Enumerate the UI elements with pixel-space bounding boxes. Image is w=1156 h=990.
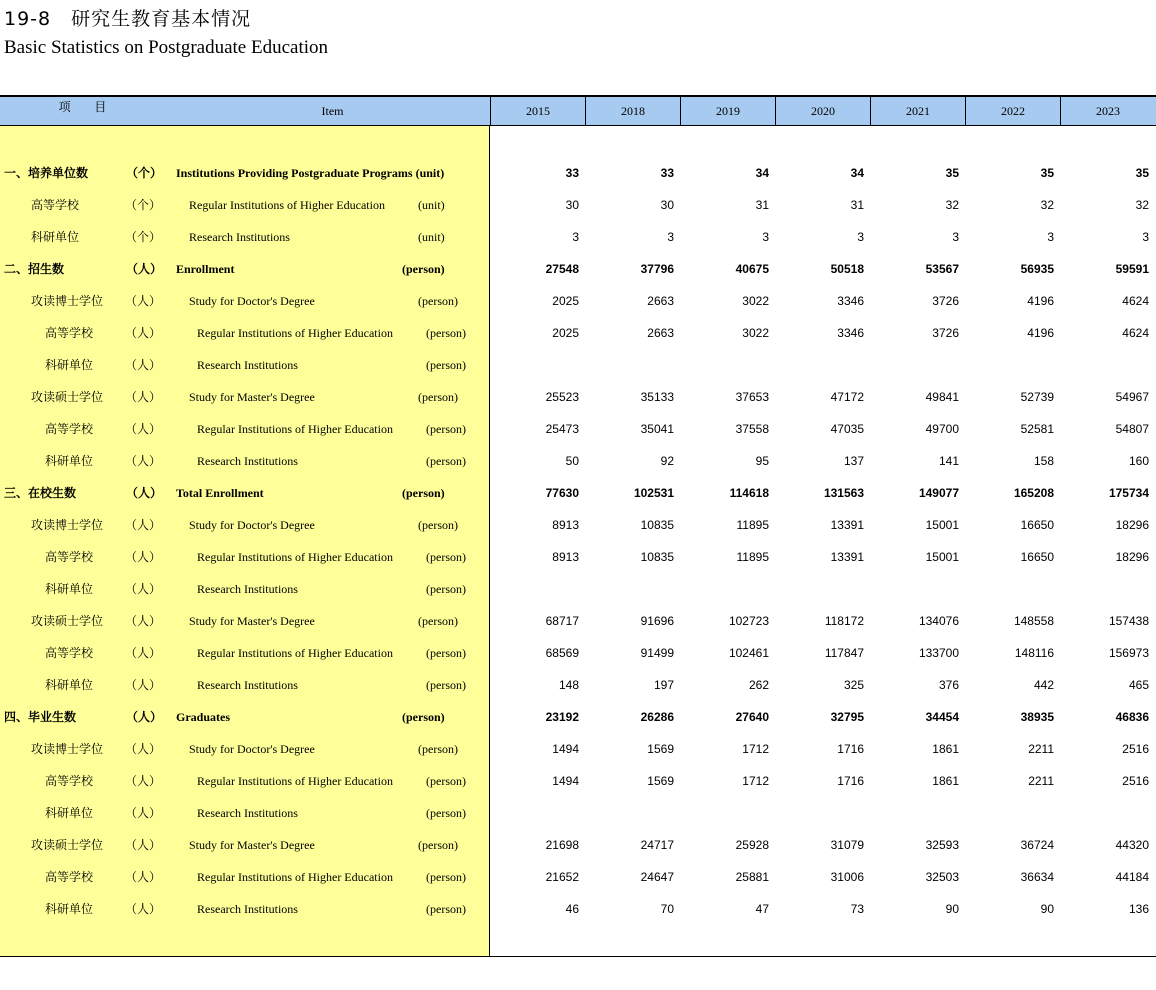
cell-value-2020: 31 xyxy=(850,198,864,212)
row-unit-cn: （人） xyxy=(125,742,162,756)
cell-value-2018: 26286 xyxy=(640,710,674,724)
row-label-en: Study for Doctor's Degree xyxy=(189,294,315,308)
row-label-en: Graduates xyxy=(176,710,230,724)
cell-value-2020: 32795 xyxy=(830,710,864,724)
cell-value-2022: 442 xyxy=(1033,678,1054,692)
row-unit-cn: （人） xyxy=(125,614,162,628)
row-label-cn: 二、招生数 xyxy=(4,262,65,276)
row-unit-cn: （人） xyxy=(125,550,162,564)
row-label-cn: 高等学校 xyxy=(45,774,94,788)
cell-value-2015: 50 xyxy=(565,454,579,468)
header-year-2020: 2020 xyxy=(775,97,870,126)
row-label-en: Institutions Providing Postgraduate Programs (unit) xyxy=(176,166,445,180)
cell-value-2023: 175734 xyxy=(1108,486,1149,500)
row-label-cn: 高等学校 xyxy=(31,198,80,212)
row-unit-en: (person) xyxy=(426,678,466,692)
row-unit-en: (person) xyxy=(426,582,466,596)
cell-value-2018: 91696 xyxy=(640,614,674,628)
cell-value-2022: 52581 xyxy=(1020,422,1054,436)
cell-value-2020: 47035 xyxy=(830,422,864,436)
cell-value-2015: 68717 xyxy=(545,614,579,628)
cell-value-2023: 44320 xyxy=(1115,838,1149,852)
cell-value-2015: 3 xyxy=(572,230,579,244)
cell-value-2022: 90 xyxy=(1040,902,1054,916)
table-row xyxy=(0,515,1156,535)
cell-value-2019: 262 xyxy=(748,678,769,692)
cell-value-2018: 35041 xyxy=(640,422,674,436)
cell-value-2020: 3346 xyxy=(837,294,864,308)
row-label-en: Regular Institutions of Higher Education xyxy=(197,774,393,788)
table-row xyxy=(0,483,1156,503)
row-unit-en: (person) xyxy=(426,870,466,884)
row-label-cn: 高等学校 xyxy=(45,870,94,884)
cell-value-2023: 156973 xyxy=(1108,646,1149,660)
row-label-en: Study for Master's Degree xyxy=(189,614,315,628)
cell-value-2019: 25928 xyxy=(735,838,769,852)
cell-value-2022: 165208 xyxy=(1013,486,1054,500)
row-label-cn: 三、在校生数 xyxy=(4,486,77,500)
cell-value-2021: 1861 xyxy=(932,742,959,756)
cell-value-2020: 13391 xyxy=(830,518,864,532)
table-row xyxy=(0,675,1156,695)
cell-value-2018: 197 xyxy=(653,678,674,692)
cell-value-2021: 141 xyxy=(938,454,959,468)
cell-value-2023: 54807 xyxy=(1115,422,1149,436)
row-unit-en: (person) xyxy=(426,646,466,660)
table-title-en: Basic Statistics on Postgraduate Education xyxy=(4,37,329,58)
cell-value-2020: 117847 xyxy=(824,646,864,660)
row-unit-cn: （个） xyxy=(126,166,163,180)
row-label-cn: 攻读硕士学位 xyxy=(31,838,104,852)
cell-value-2021: 134076 xyxy=(918,614,959,628)
table-row xyxy=(0,867,1156,887)
row-label-cn: 攻读硕士学位 xyxy=(31,390,104,404)
row-unit-cn: （人） xyxy=(125,454,162,468)
cell-value-2018: 1569 xyxy=(647,742,674,756)
table-row xyxy=(0,803,1156,823)
cell-value-2018: 3 xyxy=(667,230,674,244)
cell-value-2019: 1712 xyxy=(742,774,769,788)
table-row xyxy=(0,419,1156,439)
row-label-en: Regular Institutions of Higher Education xyxy=(197,870,393,884)
row-unit-cn: （人） xyxy=(125,902,162,916)
cell-value-2015: 23192 xyxy=(545,710,579,724)
table-row xyxy=(0,547,1156,567)
table-row xyxy=(0,163,1156,183)
cell-value-2021: 15001 xyxy=(925,518,959,532)
row-unit-cn: （人） xyxy=(125,390,162,404)
row-label-cn: 科研单位 xyxy=(45,358,94,372)
row-unit-cn: （人） xyxy=(126,486,163,500)
cell-value-2020: 31006 xyxy=(830,870,864,884)
cell-value-2018: 2663 xyxy=(647,326,674,340)
row-unit-en: (person) xyxy=(402,262,445,276)
cell-value-2015: 21652 xyxy=(545,870,579,884)
row-label-en: Research Institutions xyxy=(197,806,298,820)
cell-value-2019: 95 xyxy=(755,454,769,468)
cell-value-2021: 133700 xyxy=(918,646,959,660)
cell-value-2015: 1494 xyxy=(552,774,579,788)
cell-value-2021: 49700 xyxy=(925,422,959,436)
cell-value-2021: 15001 xyxy=(925,550,959,564)
row-unit-en: (person) xyxy=(426,550,466,564)
cell-value-2023: 4624 xyxy=(1122,326,1149,340)
cell-value-2023: 54967 xyxy=(1115,390,1149,404)
cell-value-2019: 11895 xyxy=(736,550,769,564)
cell-value-2020: 325 xyxy=(843,678,864,692)
cell-value-2022: 2211 xyxy=(1028,774,1054,788)
cell-value-2023: 160 xyxy=(1128,454,1149,468)
cell-value-2015: 25473 xyxy=(545,422,579,436)
cell-value-2020: 73 xyxy=(850,902,864,916)
cell-value-2021: 376 xyxy=(938,678,959,692)
header-year-2015: 2015 xyxy=(490,97,585,126)
row-label-en: Research Institutions xyxy=(189,230,290,244)
cell-value-2020: 1716 xyxy=(837,742,864,756)
row-unit-en: (person) xyxy=(426,774,466,788)
cell-value-2018: 30 xyxy=(660,198,674,212)
cell-value-2018: 24647 xyxy=(640,870,674,884)
row-label-en: Research Institutions xyxy=(197,902,298,916)
cell-value-2021: 32 xyxy=(945,198,959,212)
row-unit-cn: （人） xyxy=(125,838,162,852)
table-row xyxy=(0,899,1156,919)
row-label-cn: 科研单位 xyxy=(45,582,94,596)
table-row xyxy=(0,259,1156,279)
table-bottom-rule xyxy=(0,956,1156,957)
cell-value-2019: 114618 xyxy=(729,486,769,500)
cell-value-2022: 158 xyxy=(1033,454,1054,468)
row-unit-en: (person) xyxy=(426,454,466,468)
cell-value-2023: 59591 xyxy=(1115,262,1149,276)
row-unit-cn: （人） xyxy=(125,774,162,788)
row-label-en: Study for Master's Degree xyxy=(189,390,315,404)
cell-value-2021: 32593 xyxy=(925,838,959,852)
row-label-cn: 高等学校 xyxy=(45,422,94,436)
row-label-en: Research Institutions xyxy=(197,582,298,596)
cell-value-2022: 3 xyxy=(1047,230,1054,244)
row-label-en: Regular Institutions of Higher Education xyxy=(197,422,393,436)
cell-value-2023: 157438 xyxy=(1108,614,1149,628)
cell-value-2019: 37653 xyxy=(735,390,769,404)
row-label-cn: 科研单位 xyxy=(45,806,94,820)
cell-value-2019: 27640 xyxy=(735,710,769,724)
cell-value-2020: 118172 xyxy=(824,614,864,628)
row-label-en: Study for Doctor's Degree xyxy=(189,742,315,756)
cell-value-2023: 4624 xyxy=(1122,294,1149,308)
cell-value-2022: 56935 xyxy=(1020,262,1054,276)
row-label-cn: 高等学校 xyxy=(45,550,94,564)
row-label-cn: 攻读博士学位 xyxy=(31,518,104,532)
row-label-cn: 高等学校 xyxy=(45,646,94,660)
cell-value-2023: 44184 xyxy=(1115,870,1149,884)
cell-value-2023: 18296 xyxy=(1115,550,1149,564)
row-unit-cn: （人） xyxy=(126,710,163,724)
row-label-cn: 四、毕业生数 xyxy=(4,710,77,724)
cell-value-2020: 3346 xyxy=(837,326,864,340)
cell-value-2015: 2025 xyxy=(552,326,579,340)
row-unit-en: (person) xyxy=(426,326,466,340)
cell-value-2020: 1716 xyxy=(837,774,864,788)
cell-value-2015: 25523 xyxy=(545,390,579,404)
row-label-cn: 科研单位 xyxy=(31,230,80,244)
cell-value-2022: 148116 xyxy=(1014,646,1054,660)
cell-value-2022: 52739 xyxy=(1020,390,1054,404)
row-unit-cn: （个） xyxy=(125,198,162,212)
cell-value-2023: 18296 xyxy=(1115,518,1149,532)
cell-value-2019: 40675 xyxy=(735,262,769,276)
cell-value-2022: 16650 xyxy=(1020,550,1054,564)
row-unit-cn: （人） xyxy=(125,870,162,884)
row-unit-cn: （人） xyxy=(125,422,162,436)
cell-value-2019: 47 xyxy=(755,902,769,916)
cell-value-2015: 33 xyxy=(565,166,579,180)
cell-value-2023: 35 xyxy=(1135,166,1149,180)
table-row xyxy=(0,323,1156,343)
cell-value-2020: 13391 xyxy=(830,550,864,564)
cell-value-2020: 34 xyxy=(850,166,864,180)
cell-value-2019: 1712 xyxy=(742,742,769,756)
cell-value-2019: 3022 xyxy=(742,326,769,340)
table-row xyxy=(0,835,1156,855)
row-unit-cn: （人） xyxy=(125,806,162,820)
cell-value-2015: 30 xyxy=(565,198,579,212)
row-label-en: Research Institutions xyxy=(197,358,298,372)
cell-value-2018: 10835 xyxy=(640,518,674,532)
row-unit-en: (unit) xyxy=(418,198,445,212)
table-row xyxy=(0,355,1156,375)
row-label-en: Total Enrollment xyxy=(176,486,264,500)
row-label-cn: 攻读博士学位 xyxy=(31,742,104,756)
row-label-en: Enrollment xyxy=(176,262,235,276)
row-label-cn: 攻读硕士学位 xyxy=(31,614,104,628)
row-label-en: Study for Doctor's Degree xyxy=(189,518,315,532)
cell-value-2020: 47172 xyxy=(830,390,864,404)
row-unit-cn: （人） xyxy=(125,678,162,692)
table-row xyxy=(0,387,1156,407)
cell-value-2022: 4196 xyxy=(1027,294,1054,308)
cell-value-2022: 36724 xyxy=(1020,838,1054,852)
row-unit-cn: （人） xyxy=(125,358,162,372)
row-label-cn: 科研单位 xyxy=(45,678,94,692)
cell-value-2018: 37796 xyxy=(640,262,674,276)
cell-value-2022: 32 xyxy=(1040,198,1054,212)
row-unit-en: (person) xyxy=(426,358,466,372)
cell-value-2021: 35 xyxy=(945,166,959,180)
cell-value-2019: 37558 xyxy=(735,422,769,436)
cell-value-2018: 91499 xyxy=(640,646,674,660)
row-unit-en: (person) xyxy=(402,486,445,500)
cell-value-2015: 68569 xyxy=(545,646,579,660)
cell-value-2021: 3726 xyxy=(932,294,959,308)
cell-value-2018: 92 xyxy=(660,454,674,468)
header-year-2021: 2021 xyxy=(870,97,965,126)
cell-value-2022: 148558 xyxy=(1013,614,1054,628)
row-unit-en: (person) xyxy=(418,518,458,532)
cell-value-2015: 27548 xyxy=(545,262,579,276)
cell-value-2018: 33 xyxy=(660,166,674,180)
row-unit-en: (person) xyxy=(418,294,458,308)
cell-value-2021: 53567 xyxy=(925,262,959,276)
cell-value-2022: 16650 xyxy=(1020,518,1054,532)
table-row xyxy=(0,291,1156,311)
cell-value-2022: 4196 xyxy=(1027,326,1054,340)
cell-value-2015: 148 xyxy=(558,678,579,692)
row-unit-en: (person) xyxy=(426,902,466,916)
cell-value-2015: 8913 xyxy=(552,550,579,564)
cell-value-2015: 1494 xyxy=(552,742,579,756)
table-row xyxy=(0,611,1156,631)
cell-value-2021: 49841 xyxy=(925,390,959,404)
cell-value-2021: 3726 xyxy=(932,326,959,340)
cell-value-2015: 77630 xyxy=(545,486,579,500)
row-label-cn: 高等学校 xyxy=(45,326,94,340)
row-unit-cn: （人） xyxy=(125,294,162,308)
row-unit-en: (person) xyxy=(426,422,466,436)
cell-value-2015: 2025 xyxy=(552,294,579,308)
row-label-en: Research Institutions xyxy=(197,678,298,692)
cell-value-2022: 2211 xyxy=(1028,742,1054,756)
cell-value-2015: 8913 xyxy=(552,518,579,532)
cell-value-2023: 465 xyxy=(1128,678,1149,692)
header-year-2022: 2022 xyxy=(965,97,1060,126)
cell-value-2018: 10835 xyxy=(640,550,674,564)
cell-value-2018: 2663 xyxy=(647,294,674,308)
row-label-en: Research Institutions xyxy=(197,454,298,468)
row-unit-cn: （人） xyxy=(125,646,162,660)
cell-value-2018: 70 xyxy=(660,902,674,916)
cell-value-2021: 149077 xyxy=(918,486,959,500)
cell-value-2022: 36634 xyxy=(1020,870,1054,884)
header-year-2023: 2023 xyxy=(1060,97,1155,126)
row-label-cn: 攻读博士学位 xyxy=(31,294,104,308)
row-label-en: Regular Institutions of Higher Education xyxy=(189,198,385,212)
cell-value-2015: 46 xyxy=(565,902,579,916)
cell-value-2020: 50518 xyxy=(830,262,864,276)
cell-value-2020: 31079 xyxy=(830,838,864,852)
cell-value-2023: 2516 xyxy=(1122,742,1149,756)
header-item-en: Item xyxy=(321,104,344,118)
table-title-cn: 19-8 研究生教育基本情况 xyxy=(4,8,252,30)
row-label-cn: 科研单位 xyxy=(45,902,94,916)
cell-value-2021: 1861 xyxy=(932,774,959,788)
label-column xyxy=(0,126,490,956)
row-label-cn: 一、培养单位数 xyxy=(4,166,89,180)
cell-value-2021: 90 xyxy=(945,902,959,916)
table-row xyxy=(0,227,1156,247)
cell-value-2018: 35133 xyxy=(640,390,674,404)
row-label-en: Regular Institutions of Higher Education xyxy=(197,646,393,660)
cell-value-2020: 131563 xyxy=(823,486,864,500)
row-unit-en: (unit) xyxy=(418,230,445,244)
cell-value-2019: 102461 xyxy=(728,646,769,660)
row-unit-en: (person) xyxy=(426,806,466,820)
row-unit-cn: （人） xyxy=(125,326,162,340)
table-header xyxy=(0,95,1156,126)
cell-value-2021: 32503 xyxy=(925,870,959,884)
cell-value-2023: 32 xyxy=(1135,198,1149,212)
cell-value-2023: 136 xyxy=(1128,902,1149,916)
table-row xyxy=(0,739,1156,759)
row-label-en: Study for Master's Degree xyxy=(189,838,315,852)
cell-value-2020: 137 xyxy=(843,454,864,468)
cell-value-2019: 34 xyxy=(755,166,769,180)
row-label-en: Regular Institutions of Higher Education xyxy=(197,326,393,340)
table-row xyxy=(0,451,1156,471)
row-label-cn: 科研单位 xyxy=(45,454,94,468)
row-unit-en: (person) xyxy=(418,742,458,756)
row-unit-en: (person) xyxy=(418,838,458,852)
cell-value-2018: 1569 xyxy=(647,774,674,788)
header-item-cn: 项 目 xyxy=(58,100,117,114)
table-row xyxy=(0,771,1156,791)
cell-value-2019: 31 xyxy=(755,198,769,212)
cell-value-2023: 3 xyxy=(1142,230,1149,244)
cell-value-2015: 21698 xyxy=(545,838,579,852)
row-unit-cn: （人） xyxy=(125,582,162,596)
cell-value-2022: 35 xyxy=(1040,166,1054,180)
cell-value-2019: 102723 xyxy=(728,614,769,628)
cell-value-2019: 3 xyxy=(762,230,769,244)
row-unit-en: (person) xyxy=(418,614,458,628)
cell-value-2023: 2516 xyxy=(1122,774,1149,788)
cell-value-2018: 24717 xyxy=(640,838,674,852)
cell-value-2019: 3022 xyxy=(742,294,769,308)
header-year-2019: 2019 xyxy=(680,97,775,126)
row-label-en: Regular Institutions of Higher Education xyxy=(197,550,393,564)
row-unit-en: (person) xyxy=(418,390,458,404)
table-row xyxy=(0,195,1156,215)
table-row xyxy=(0,579,1156,599)
cell-value-2023: 46836 xyxy=(1115,710,1149,724)
cell-value-2019: 25881 xyxy=(735,870,769,884)
header-year-2018: 2018 xyxy=(585,97,680,126)
cell-value-2018: 102531 xyxy=(633,486,674,500)
cell-value-2022: 38935 xyxy=(1020,710,1054,724)
cell-value-2019: 11895 xyxy=(736,518,769,532)
table-row xyxy=(0,707,1156,727)
cell-value-2020: 3 xyxy=(857,230,864,244)
row-unit-cn: （个） xyxy=(125,230,162,244)
row-unit-en: (person) xyxy=(402,710,445,724)
cell-value-2021: 34454 xyxy=(925,710,959,724)
cell-value-2021: 3 xyxy=(952,230,959,244)
row-unit-cn: （人） xyxy=(126,262,163,276)
table-row xyxy=(0,643,1156,663)
row-unit-cn: （人） xyxy=(125,518,162,532)
